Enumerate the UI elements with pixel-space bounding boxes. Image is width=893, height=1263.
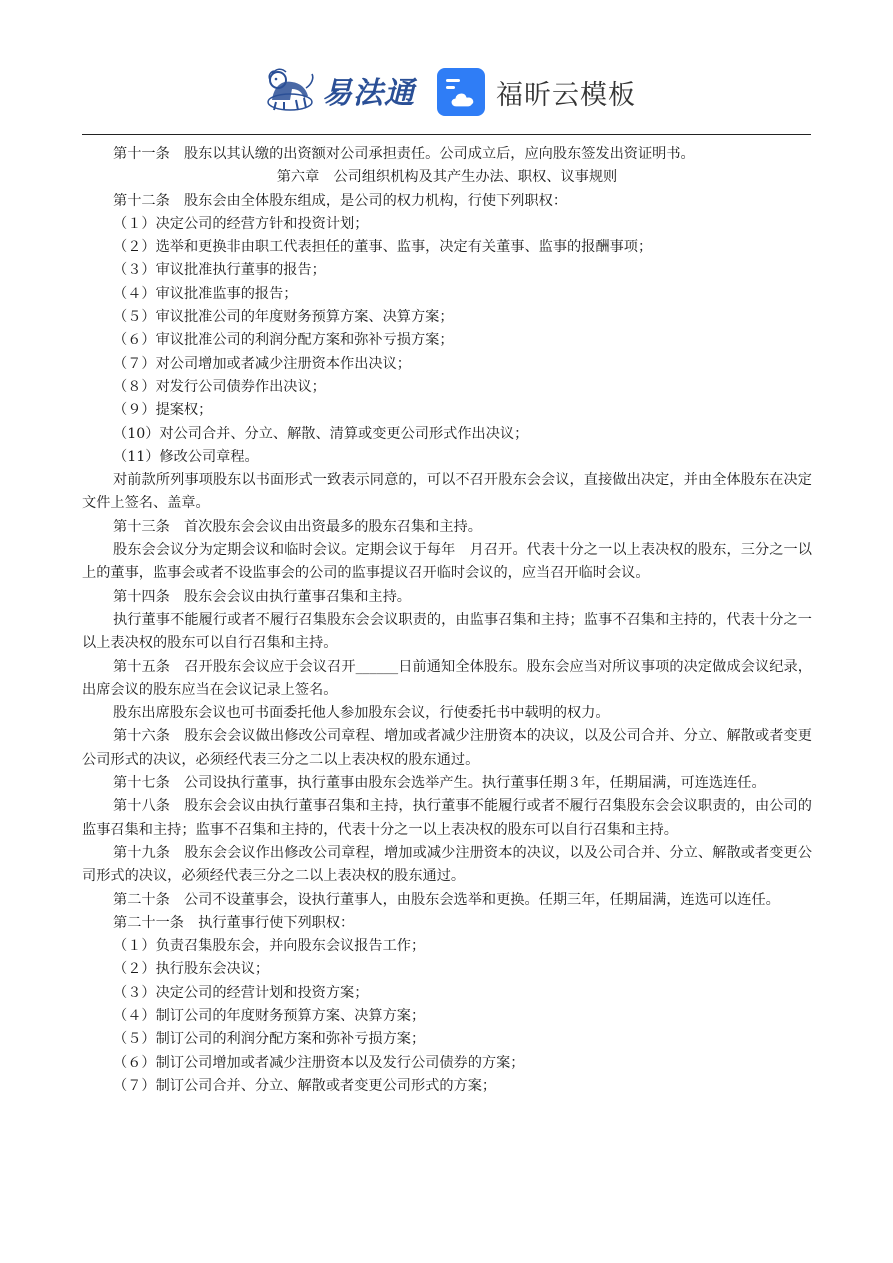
document-paragraph: （10）对公司合并、分立、解散、清算或变更公司形式作出决议； — [113, 425, 529, 442]
document-paragraph: 第十一条 股东以其认缴的出资额对公司承担责任。公司成立后，应向股东签发出资证明书。 — [113, 146, 695, 162]
document-paragraph: 第十六条 股东会会议做出修改公司章程、增加或者减少注册资本的决议，以及公司合并、分立、解散或者变更公司形式的决议，必须经代表三分之二以上表决权的股东通过。 — [82, 728, 812, 768]
document-paragraph: （５）审议批准公司的年度财务预算方案、决算方案； — [113, 309, 454, 326]
document-paragraph: 股东出席股东会议也可书面委托他人参加股东会议，行使委托书中载明的权力。 — [113, 705, 610, 722]
document-paragraph: （11）修改公司章程。 — [113, 448, 259, 465]
document-paragraph: （４）制订公司的年度财务预算方案、决算方案； — [113, 1007, 426, 1024]
document-paragraph: 第十四条 股东会会议由执行董事召集和主持。 — [113, 588, 411, 605]
header-divider — [82, 134, 811, 135]
document-paragraph: 股东会会议分为定期会议和临时会议。定期会议于每年 月召开。代表十分之一以上表决权的股东，三分之一以上的董事，监事会或者不设监事会的公司的监事提议召开临时会议的，应当召开临时会议。 — [82, 542, 812, 582]
document-paragraph: 第十五条 召开股东会议应于会议召开______日前通知全体股东。股东会应当对所议事项的决定做成会议纪录，出席会议的股东应当在会议记录上签名。 — [82, 658, 812, 698]
page-header — [0, 0, 893, 135]
yifatong-logo — [262, 60, 415, 120]
document-paragraph: 第十二条 股东会由全体股东组成，是公司的权力机构，行使下列职权： — [113, 192, 568, 209]
document-paragraph: （３）决定公司的经营计划和投资方案； — [113, 984, 369, 1001]
document-paragraph: 第二十一条 执行董事行使下列职权： — [113, 914, 355, 931]
document-paragraph: 对前款所列事项股东以书面形式一致表示同意的，可以不召开股东会会议，直接做出决定，并由全体股东在决定文件上签名、盖章。 — [82, 472, 812, 512]
document-paragraph: （７）制订公司合并、分立、解散或者变更公司形式的方案； — [113, 1077, 497, 1094]
document-paragraph: 第十九条 股东会会议作出修改公司章程，增加或减少注册资本的决议，以及公司合并、分立、解散或者变更公司形式的决议，必须经代表三分之二以上表决权的股东通过。 — [82, 844, 812, 885]
document-paragraph: （４）审议批准监事的报告； — [113, 285, 298, 302]
lion-emblem-icon — [262, 62, 318, 118]
document-paragraph: （１）决定公司的经营方针和投资计划； — [113, 215, 369, 232]
fuxin-logo-text: 福昕云模板 — [496, 79, 636, 111]
document-paragraph: （６）审议批准公司的利润分配方案和弥补亏损方案； — [113, 332, 454, 349]
document-paragraph: （８）对发行公司债券作出决议； — [113, 378, 326, 395]
document-body — [82, 143, 812, 1098]
document-paragraph: （５）制订公司的利润分配方案和弥补亏损方案； — [113, 1031, 426, 1048]
document-paragraph: （１）负责召集股东会，并向股东会议报告工作； — [113, 938, 426, 955]
chapter-heading: 第六章 公司组织机构及其产生办法、职权、议事规则 — [276, 169, 618, 186]
document-paragraph: （９）提案权； — [113, 402, 213, 419]
document-paragraph: 第十三条 首次股东会会议由出资最多的股东召集和主持。 — [113, 518, 482, 535]
yifatong-logo-text: 易法通 — [322, 76, 415, 111]
fuxin-cloud-logo — [436, 66, 636, 118]
cloud-document-icon — [436, 67, 486, 117]
document-paragraph: （２）执行股东会决议； — [113, 961, 270, 978]
document-paragraph: （７）对公司增加或者减少注册资本作出决议； — [113, 355, 411, 372]
document-paragraph: 第二十条 公司不设董事会，设执行董事人，由股东会选举和更换。任期三年，任期届满，连选可以连任。 — [113, 891, 780, 908]
document-paragraph: 第十八条 股东会会议由执行董事召集和主持，执行董事不能履行或者不履行召集股东会会议职责的，由公司的监事召集和主持；监事不召集和主持的，代表十分之一以上表决权的股东可以自行召集和主持。 — [82, 798, 812, 838]
document-paragraph: 第十七条 公司设执行董事，执行董事由股东会选举产生。执行董事任期３年，任期届满，可连选连任。 — [113, 775, 766, 792]
document-paragraph: （６）制订公司增加或者减少注册资本以及发行公司债券的方案； — [113, 1054, 525, 1071]
document-paragraph: 执行董事不能履行或者不履行召集股东会会议职责的，由监事召集和主持；监事不召集和主持的，代表十分之一以上表决权的股东可以自行召集和主持。 — [82, 611, 812, 652]
document-paragraph: （２）选举和更换非由职工代表担任的董事、监事，决定有关董事、监事的报酬事项； — [113, 239, 653, 256]
document-paragraph: （３）审议批准执行董事的报告； — [113, 262, 326, 279]
